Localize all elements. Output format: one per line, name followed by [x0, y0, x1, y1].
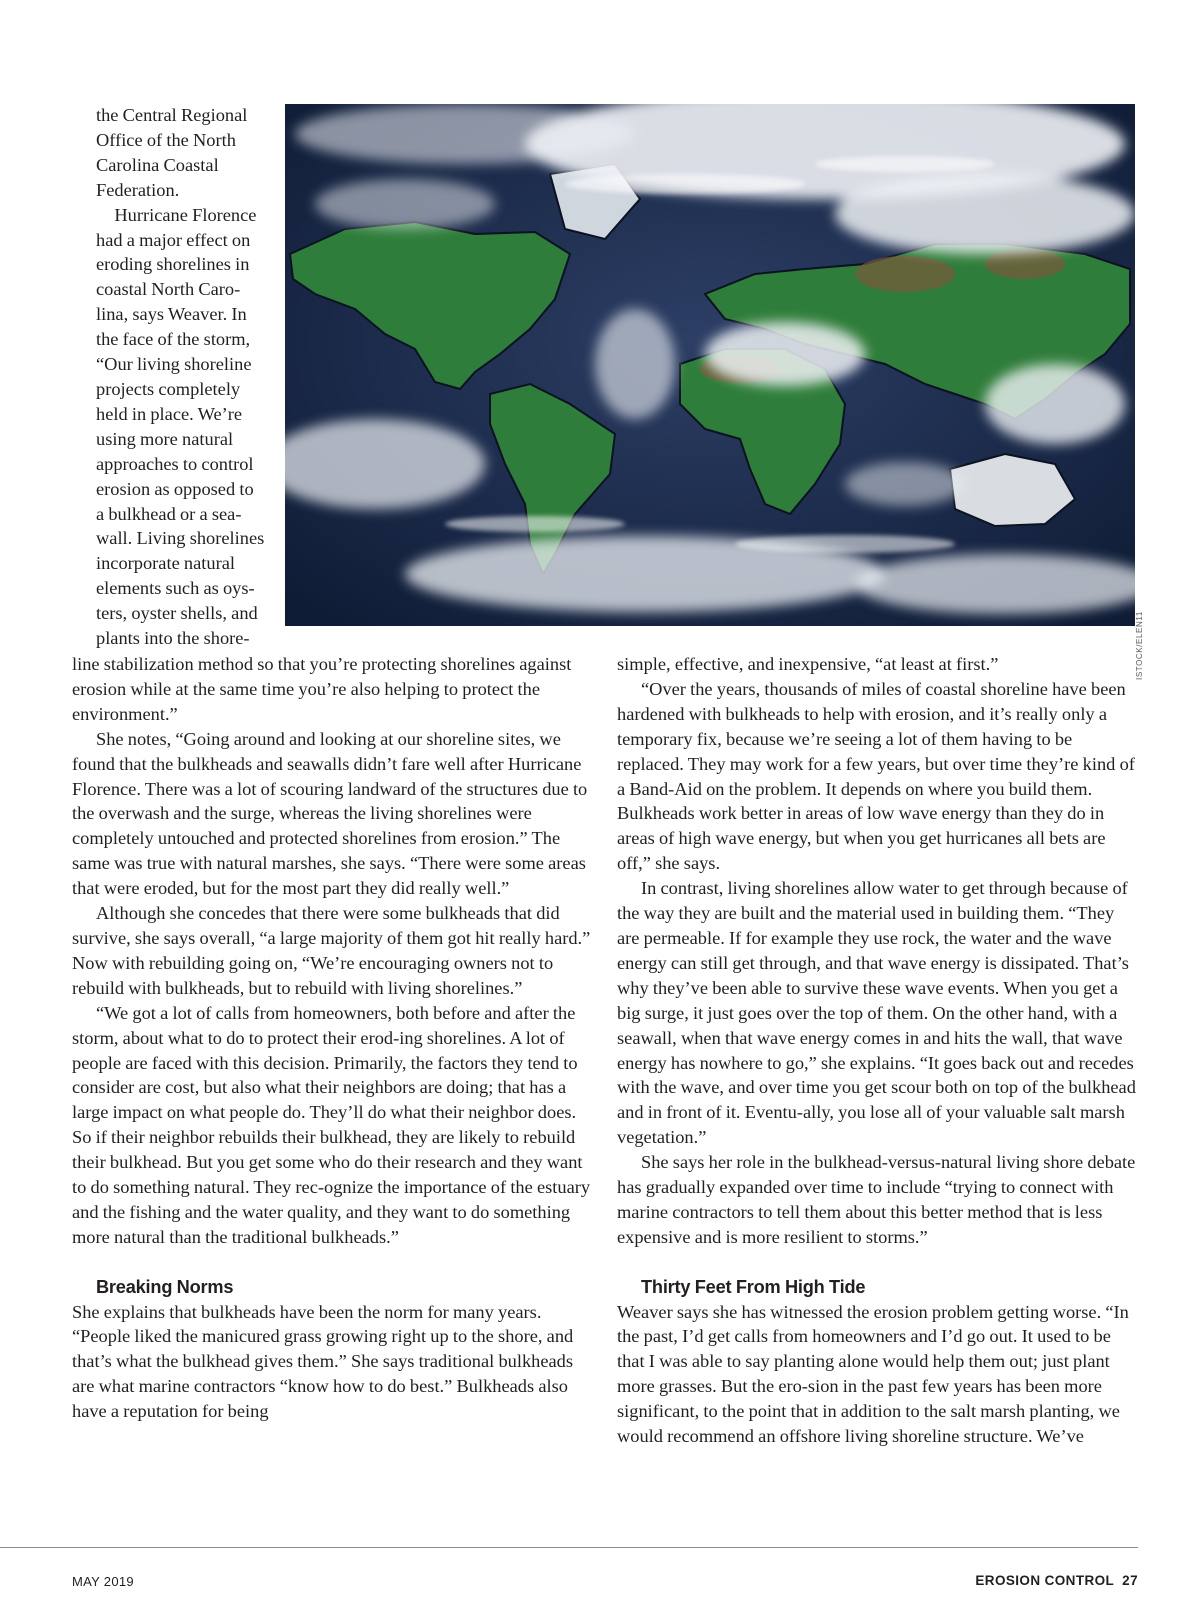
text-line: using more natural [96, 428, 234, 449]
text-line: coastal North Caro- [96, 279, 241, 300]
right-column [617, 652, 1137, 1449]
magazine-name: EROSION CONTROL [975, 1573, 1115, 1588]
text-line: Carolina Coastal [96, 154, 219, 175]
section-heading: Thirty Feet From High Tide [641, 1276, 866, 1297]
text-line: Federation. [96, 179, 180, 200]
text-line: ters, oyster shells, and [96, 603, 258, 624]
satellite-world-map-photo [285, 104, 1135, 626]
issue-date: MAY 2019 [72, 1574, 134, 1589]
paragraph: “We got a lot of calls from homeowners, both before and after the storm, about what to do to protect their erod-ing shorelines. A lot of people are faced with this decision. Primarily, the factors they tend to consider are cost, but also what their neighbors are doing; that has a large impact on what people do. They’ll do what their neighbor does. So if their neighbor rebuilds their bulkhead, they are likely to rebuild their bulkhead. But you get some who do their research and they want to do something natural. They rec-ognize the importance of the estuary and the fishing and the water quality, and they want to do something more natural than the traditional bulkheads.” [72, 1002, 591, 1247]
footer-rule [0, 1547, 1138, 1548]
page-number: 27 [1122, 1573, 1138, 1588]
text-line: “Our living shoreline [96, 354, 252, 375]
world-map-illustration [285, 104, 1135, 626]
text-line: incorporate natural [96, 553, 235, 574]
text-line: projects completely [96, 378, 241, 399]
text-line: wall. Living shorelines [96, 528, 265, 549]
text-line: Hurricane Florence [96, 204, 257, 225]
text-line: eroding shorelines in [96, 254, 250, 275]
paragraph: simple, effective, and inexpensive, “at least at first.” [617, 654, 999, 674]
text-line: plants into the shore- [96, 628, 250, 649]
paragraph: line stabilization method so that you’re protecting shorelines against erosion while at the same time you’re also helping to protect the environment.” [72, 654, 572, 724]
narrow-column [72, 103, 268, 651]
text-line: had a major effect on [96, 229, 251, 250]
paragraph: Although she concedes that there were some bulkheads that did survive, she says overall, “a large majority of them got hit really hard.” Now with rebuilding going on, “We’re encouraging owners not to rebuild with bulkheads, but to rebuild with living shorelines.” [72, 903, 591, 998]
paragraph: Weaver says she has witnessed the erosion problem getting worse. “In the past, I’d get calls from homeowners and I’d go out. It used to be that I was able to say planting alone would help them out; just plant more grasses. But the ero-sion in the past few years has been more significant, to the point that in addition to the salt marsh planting, we would recommend an offshore living shoreline structure. We’ve [617, 1301, 1129, 1447]
paragraph: She notes, “Going around and looking at our shoreline sites, we found that the bulkheads and seawalls didn’t fare well after Hurricane Florence. There was a lot of scouring landward of the structures due to the overwash and the surge, whereas the living shorelines were completely untouched and protected shorelines from erosion.” The same was true with natural marshes, she says. “There were some areas that were eroded, but for the most part they did really well.” [72, 728, 588, 899]
paragraph: “Over the years, thousands of miles of coastal shoreline have been hardened with bulkheads to help with erosion, and it’s really only a temporary fix, because we’re seeing a lot of them having to be replaced. They may work for a few years, but over time they’re kind of a Band-Aid on the problem. It depends on where you build them. Bulkheads work better in areas of low wave energy than they do in areas of high wave energy, but when you get hurricanes all bets are off,” she says. [617, 678, 1135, 874]
text-line: a bulkhead or a sea- [96, 503, 242, 524]
text-line: elements such as oys- [96, 578, 255, 599]
paragraph: She says her role in the bulkhead-versus-natural living shore debate has gradually expanded over time to include “trying to connect with marine contractors to tell them about this better method that is less expensive and is more resilient to storms.” [617, 1152, 1136, 1247]
text-line: the Central Regional [96, 105, 248, 125]
folio [975, 1573, 1138, 1588]
left-column [72, 652, 592, 1424]
text-line: Office of the North [96, 129, 236, 150]
section-heading: Breaking Norms [96, 1276, 234, 1297]
text-line: lina, says Weaver. In [96, 304, 247, 325]
photo-credit: ISTOCK/ELEN11 [1135, 611, 1144, 680]
text-line: held in place. We’re [96, 403, 243, 424]
paragraph: She explains that bulkheads have been the norm for many years. “People liked the manicured grass growing right up to the shore, and that’s what the bulkhead gives them.” She says traditional bulkheads are what marine contractors “know how to do best.” Bulkheads also have a reputation for being [72, 1301, 574, 1422]
text-line: erosion as opposed to [96, 478, 254, 499]
text-line: the face of the storm, [96, 329, 251, 350]
paragraph: In contrast, living shorelines allow water to get through because of the way they are built and the material used in building them. “They are permeable. If for example they use rock, the water and the wave energy can still get through, and that wave energy is dissipated. That’s why they’ve been able to survive these wave events. When you get a big surge, it just goes over the top of them. On the other hand, with a seawall, when that wave energy comes in and hits the wall, that wave energy has nowhere to go,” she explains. “It goes back out and recedes with the wave, and over time you get scour both on top of the bulkhead and in front of it. Eventu-ally, you lose all of your valuable salt marsh vegetation.” [617, 878, 1136, 1148]
australia [950, 454, 1075, 526]
text-line: approaches to control [96, 453, 254, 474]
